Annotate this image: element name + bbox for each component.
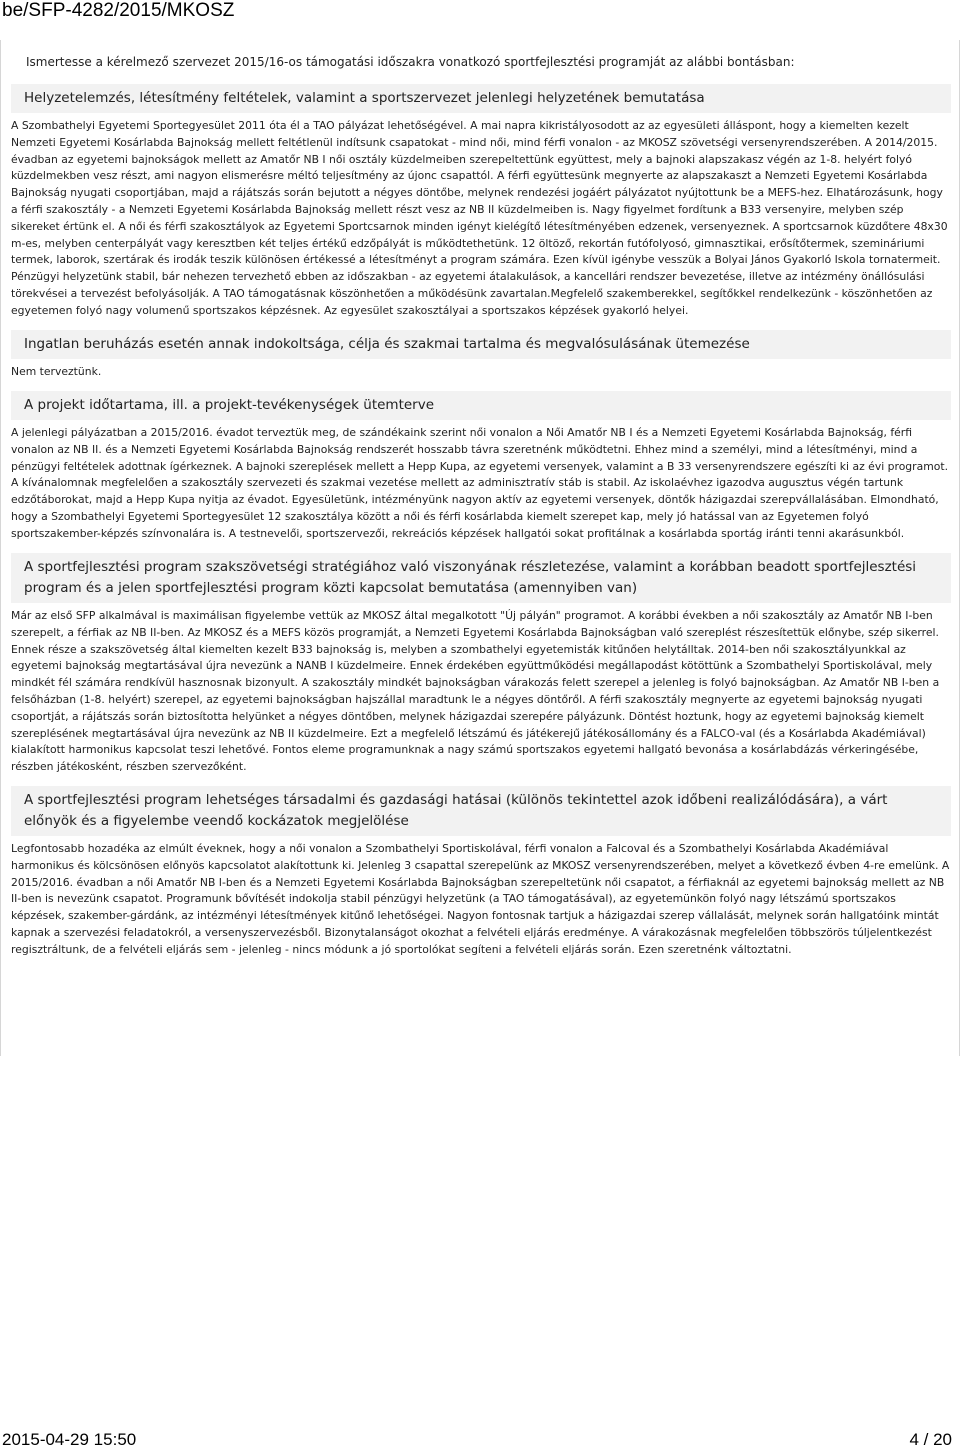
footer-timestamp: 2015-04-29 15:50 bbox=[2, 1430, 137, 1449]
section-text-timeline: A jelenlegi pályázatban a 2015/2016. évadot terveztük meg, de szándékaink szerint női vonalon a Női Amatőr NB I és a Nemzeti Egyetemi Kosárlabda Bajnokság, férfi vonalon az NB II. és a Nemzeti Egyetemi Kosárlabda Bajnokság rendszerét hosszabb távra szeretnénk működtetni. Ehhez mind a személyi, mind a létesítményi, mind a pénzügyi feltételek adottnak ígérkeznek. A bajnoki szereplések mellett a Hepp Kupa, az egyetemi versenyek, valamint a B 33 versenyrendszere egészíti ki az évi programot. A kívánalomnak megfelelően a szakosztály szervezeti és szakmai vezetése mellett az adminisztratív stáb is stabil. Az iskolaévhez igazodva augusztus végén tartunk edzőtáborokat, majd a Hepp Kupa nyitja az évadot. Egyesületünk, intézményünk nagyon aktív az egyetemi versenyek, döntők házigazdai szerepvállalásában. Elmondható, hogy a Szombathelyi Egyetemi Sportegyesület 12 szakosztálya között a női és férfi kosárlabda kiemelt szerepet kap, mely jó hatással van az Egyetemen folyó sportszakember-képzés színvonalára is. A testnevelői, sportszervezői, rekreációs képzések hallgatói sokat profitálnak a kosárlabda sportág iránti tenni akarásunkból. bbox=[11, 426, 949, 540]
section-text-impacts: Legfontosabb hozadéka az elmúlt éveknek, hogy a női vonalon a Szombathelyi Sportiskolával, férfi vonalon a Falcoval és a Szombathelyi Kosárlabda Akadémiával harmonikus és kölcsönösen előnyös kapcsolatot alakítottunk ki. Jelenleg 3 csapattal szerepelünk az MKOSZ versenyrendszerében, melyet a következő évben 4-re emelünk. A 2015/2016. évadban a női Amatőr NB I-ben és a Nemzeti Egyetemi Kosárlabda Bajnokságban szerepeltetünk női csapatot, a férfiaknál az egyetemi bajnokság mellett az NB II-ben is nevezünk csapatot. Programunk bővítését indokolja stabil pénzügyi helyzetünk (a TAO támogatásával), az egyetemünkön folyó nagy létszámú sportszakos képzések, szakember-gárdánk, az intézményi létesítmények kitűnő lehetőségei. Nagyon fontosnak tartjuk a házigazdai szerep vállalását, melynek során hallgatóink mintát kapnak a szervezési feladatokról, a versenyszervezésből. Bizonytalanságot okozhat a felvételi eljárás eredménye. A várakozásnak megfelelően többszörös túljelentkezést regisztráltunk, de a felvételi eljárás sem - jelenleg - nincs módunk a jó sportolókat segíteni a felvételi eljárás során. Ezen szeretnénk változtatni. bbox=[11, 842, 950, 956]
section-text-real-estate: Nem terveztünk. bbox=[11, 365, 102, 378]
section-heading-situation: Helyzetelemzés, létesítmény feltételek, valamint a sportszervezet jelenlegi helyzetének bemutatása bbox=[11, 84, 951, 113]
intro-text: Ismertesse a kérelmező szervezet 2015/16-os támogatási időszakra vonatkozó sportfejlesztési programját az alábbi bontásban: bbox=[26, 55, 795, 69]
page-number: 4 / 20 bbox=[909, 1430, 952, 1449]
section-heading-timeline: A projekt időtartama, ill. a projekt-tevékenységek ütemterve bbox=[11, 391, 951, 420]
document-content bbox=[0, 40, 960, 1056]
section-heading-strategy: A sportfejlesztési program szakszövetségi stratégiához való viszonyának részletezése, valamint a korábban beadott sportfejlesztési program és a jelen sportfejlesztési program közti kapcsolat bemutatása (amennyiben van) bbox=[11, 553, 951, 603]
section-text-strategy: Már az első SFP alkalmával is maximálisan figyelembe vettük az MKOSZ által megalkotott "Új pályán" programot. A korábbi években a női szakosztály az Amatőr NB I-ben szerepelt, a férfiak az NB II-ben. Az MKOSZ és a MEFS közös programját, a Nemzeti Egyetemi Kosárlabda Bajnokságban való szereplést részesítettük előnybe, szép sikerrel. Ennek része a szakszövetség által kiemelten kezelt B33 bajnokság is, melyben a szombathelyi egyetemisták kitűnően helytálltak. 2014-ben női szakosztályunkkal az egyetemi bajnokság megtartásával újra nevezünk a NANB I küzdelmeire. Ennek érdekében együttműködési megállapodást kötöttünk a Szombathelyi Sportiskolával, mely mindkét fél számára rendkívül hasznosnak bizonyult. A szakosztály mindkét bajnokságban várakozás felett szerepel a jelenleg is folyó bajnokságban. Az Amatőr NB I-ben a felsőházban (1-8. helyért) szerepel, az egyetemi bajnokságban hajszállal maradtunk le a négyes döntőről. A férfi szakosztály megnyerte az egyetemi bajnokság nyugati csoportját, a rájátszás során biztosította helyünket a négyes döntőben, melynek házigazdai szerepére pályázunk. Döntést hoztunk, hogy az egyetemi bajnokság kiemelt szereplésének megtartásával újra nevezünk az NB II küzdelmeire. Ezt a megfelelő létszámú és játékerejű játékosállomány és a FALCO-val (és a Kosárlabda Akadémiával) kialakított harmonikus kapcsolat teszi lehetővé. Fontos eleme programunknak a nagy számú sportszakos egyetemi hallgató bevonása a kosárlabdázás vérkeringésébe, részben játékosként, részben szervezőként. bbox=[11, 609, 940, 774]
section-heading-real-estate: Ingatlan beruházás esetén annak indokoltsága, célja és szakmai tartalma és megvalósulásának ütemezése bbox=[11, 330, 951, 359]
document-id: be/SFP-4282/2015/MKOSZ bbox=[2, 0, 235, 21]
section-text-situation: A Szombathelyi Egyetemi Sportegyesület 2011 óta él a TAO pályázat lehetőségével. A mai napra kikristályosodott az az egyesületi álláspont, hogy a kiemelten kezelt Nemzeti Egyetemi Kosárlabda Bajnokság mellett feltétlenül indítsunk csapatokat - mind női, mind férfi vonalon - az MKOSZ szövetségi versenyrendszerében. A 2014/2015. évadban az egyetemi bajnokságok mellett az Amatőr NB I női osztály küzdelmeiben szerepeltettünk együttest, mely a bajnoki alapszakasz végén az 1-8. helyért folyó küzdelmekben vesz részt, ami nagyon elismerésre méltó teljesítmény az újonc csapattól. A férfi együttesünk megnyerte az alapszakaszt a Nemzeti Egyetemi Kosárlabda Bajnokság nyugati csoportjában, majd a rájátszás során bejutott a négyes döntőbe, melynek rendezési jogáért pályázatot nyújtottunk be a MEFS-hez. Elhatározásunk, hogy a férfi szakosztály - a Nemzeti Egyetemi Kosárlabda Bajnokság mellett részt vesz az NB II küzdelmeiben is. Nagy figyelmet fordítunk a B33 versenyire, melyben szép sikereket értünk el. A női és férfi szakosztályok az Egyetemi Sportcsarnok minden igényt kielégítő létesítményében edzenek, versenyeznek. A sportcsarnok küzdőtere 48x30 m-es, melyben centerpályát vagy keresztben két teljes értékű edzőpályát is működtethetünk. 12 öltöző, rekortán futófolyosó, gimnasztikai, erősítőtermek, szemináriumi termek, laborok, szertárak és irodák teszik különösen értékessé a létesítményt a program számára. Ezen kívül igénybe vesszük a Bolyai János Gyakorló Iskola tornatermeit. Pénzügyi helyzetünk stabil, bár nehezen tervezhető ebben az időszakban - az egyetemi átalakulások, a kancellári rendszer bevezetése, illetve az intézmény önállósulási törekvései a tervezést befolyásolják. A TAO támogatásnak köszönhetően a működésünk zavartalan.Megfelelő szakemberekkel, segítőkkel rendelkezünk - köszönhetően az egyetemen folyó nagy volumenű sportszakos képzésnek. Az egyesület szakosztályai a sportszakos képzések gyakorló helyei. bbox=[11, 119, 948, 317]
section-heading-impacts: A sportfejlesztési program lehetséges társadalmi és gazdasági hatásai (különös tekintettel azok időbeni realizálódására), a várt előnyök és a figyelembe veendő kockázatok megjelölése bbox=[11, 786, 951, 836]
